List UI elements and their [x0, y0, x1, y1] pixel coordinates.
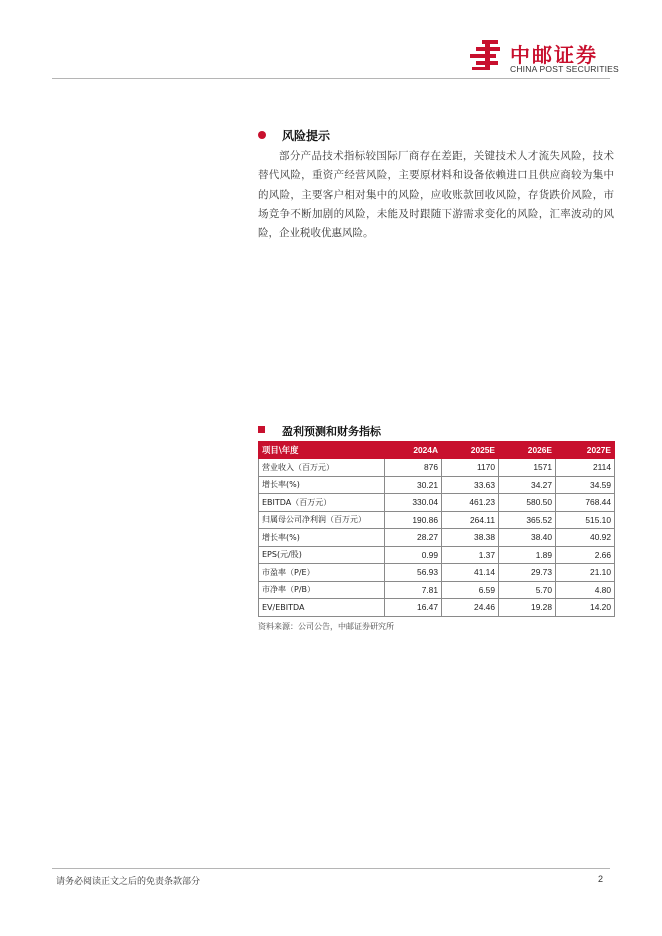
risk-heading [258, 127, 614, 145]
table-cell: 1.89 [499, 546, 556, 564]
table-cell: 29.73 [499, 564, 556, 582]
table-cell: 768.44 [556, 494, 615, 512]
table-cell: 365.52 [499, 511, 556, 529]
table-cell: 40.92 [556, 529, 615, 547]
header-cell: 2025E [442, 442, 499, 459]
table-cell: 30.21 [385, 476, 442, 494]
table-cell: 38.38 [442, 529, 499, 547]
row-label: EBITDA（百万元） [259, 494, 385, 512]
table-cell: 5.70 [499, 581, 556, 599]
footer-disclaimer: 请务必阅读正文之后的免责条款部分 [56, 877, 201, 887]
table-row [259, 599, 615, 617]
table-cell: 876 [385, 459, 442, 477]
table-cell: 56.93 [385, 564, 442, 582]
logo-chinese-text: 中邮证券 [510, 43, 598, 67]
table-cell: 28.27 [385, 529, 442, 547]
table-cell: 1571 [499, 459, 556, 477]
row-label: 增长率(%) [259, 476, 385, 494]
table-cell: 33.63 [442, 476, 499, 494]
square-bullet-icon [258, 426, 265, 433]
risk-paragraph: 部分产品技术指标较国际厂商存在差距，关键技术人才流失风险，技术替代风险，重资产经营风险，主要原材料和设备依赖进口且供应商较为集中的风险，主要客户相对集中的风险，应收账款回收风险，存货跌价风险，市场竞争不断加剧的风险，未能及时跟随下游需求变化的风险，汇率波动的风险，企业税收优惠风险。 [258, 150, 614, 240]
header-cell: 2027E [556, 442, 615, 459]
header-cell: 项目\年度 [259, 442, 385, 459]
china-post-logo-icon [470, 38, 504, 72]
table-cell: 1170 [442, 459, 499, 477]
row-label: EV/EBITDA [259, 599, 385, 617]
table-cell: 1.37 [442, 546, 499, 564]
table-cell: 0.99 [385, 546, 442, 564]
table-row [259, 494, 615, 512]
table-cell: 34.59 [556, 476, 615, 494]
table-cell: 34.27 [499, 476, 556, 494]
table-cell: 515.10 [556, 511, 615, 529]
logo-english-text: CHINA POST SECURITIES [510, 64, 619, 74]
table-cell: 41.14 [442, 564, 499, 582]
table-cell: 330.04 [385, 494, 442, 512]
table-row [259, 564, 615, 582]
table-cell: 264.11 [442, 511, 499, 529]
table-row [259, 459, 615, 477]
row-label: 市盈率（P/E） [259, 564, 385, 582]
footer-divider [52, 868, 610, 869]
row-label: 归属母公司净利润（百万元） [259, 511, 385, 529]
table-cell: 6.59 [442, 581, 499, 599]
table-cell: 16.47 [385, 599, 442, 617]
risk-title: 风险提示 [282, 129, 331, 143]
table-header-row [259, 442, 615, 459]
header-cell: 2026E [499, 442, 556, 459]
financial-forecast-section [258, 423, 614, 632]
table-row [259, 511, 615, 529]
row-label: 营业收入（百万元） [259, 459, 385, 477]
header-cell: 2024A [385, 442, 442, 459]
table-row [259, 546, 615, 564]
bullet-dot-icon [258, 131, 266, 139]
risk-section [258, 127, 614, 243]
table-cell: 38.40 [499, 529, 556, 547]
table-cell: 461.23 [442, 494, 499, 512]
table-cell: 2.66 [556, 546, 615, 564]
financial-title: 盈利预测和财务指标 [282, 425, 381, 438]
table-source-note: 资料来源：公司公告，中邮证券研究所 [258, 621, 394, 631]
table-cell: 7.81 [385, 581, 442, 599]
table-cell: 190.86 [385, 511, 442, 529]
table-cell: 21.10 [556, 564, 615, 582]
table-row [259, 476, 615, 494]
table-row [259, 581, 615, 599]
header-divider [52, 78, 610, 79]
page-number: 2 [598, 874, 604, 884]
financial-heading [258, 423, 614, 439]
table-cell: 24.46 [442, 599, 499, 617]
table-cell: 4.80 [556, 581, 615, 599]
table-cell: 2114 [556, 459, 615, 477]
row-label: 市净率（P/B） [259, 581, 385, 599]
table-cell: 19.28 [499, 599, 556, 617]
table-cell: 14.20 [556, 599, 615, 617]
row-label: 增长率(%) [259, 529, 385, 547]
row-label: EPS(元/股) [259, 546, 385, 564]
table-row [259, 529, 615, 547]
company-logo [470, 38, 620, 78]
table-cell: 580.50 [499, 494, 556, 512]
financial-table [258, 441, 615, 617]
